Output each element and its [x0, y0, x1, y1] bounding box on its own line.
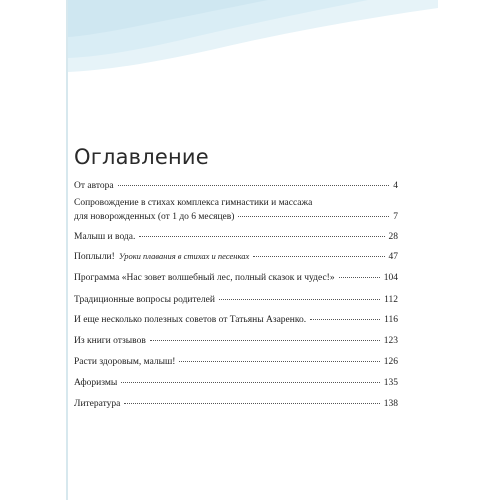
dot-leader	[124, 394, 379, 404]
toc-entry-title: Малыш и вода.	[74, 232, 136, 242]
toc-entry-page: 116	[384, 315, 398, 325]
toc-entry[interactable]	[74, 270, 398, 284]
toc-entry-title: Афоризмы	[74, 378, 118, 388]
toc-entry-page: 104	[383, 273, 398, 283]
toc-entry-page: 28	[388, 232, 398, 242]
toc-entry-page: 126	[383, 357, 398, 367]
decorative-wave	[68, 0, 438, 75]
toc-entry-title: Литература	[74, 399, 121, 409]
toc-entry-page: 138	[383, 399, 398, 409]
dot-leader	[139, 227, 384, 237]
toc-entry[interactable]	[74, 229, 398, 243]
toc-entry-title-line1: Сопровождение в стихах комплекса гимнастики и массажа	[74, 198, 313, 208]
toc-entry[interactable]	[74, 292, 398, 306]
toc-entry-page: 135	[383, 378, 398, 388]
toc-entry[interactable]	[74, 375, 398, 389]
toc-entry-page: 123	[383, 336, 398, 346]
toc-entry-title: для новорожденных (от 1 до 6 месяцев)	[74, 212, 235, 222]
toc-entry[interactable]	[74, 249, 398, 263]
toc-entry-title: Расти здоровым, малыш!	[74, 357, 176, 367]
toc-entry-title: Программа «Нас зовет волшебный лес, полный сказок и чудес!»	[74, 273, 335, 283]
toc-entry-title: Из книги отзывов	[74, 336, 146, 346]
toc-entry[interactable]	[74, 396, 398, 410]
toc-entry-title: От автора	[74, 181, 114, 191]
dot-leader	[118, 176, 390, 186]
toc-entry[interactable]	[74, 333, 398, 347]
dot-leader	[238, 207, 389, 217]
toc-entry-subtitle: Уроки плавания в стихах и песенках	[118, 251, 250, 261]
toc-entry[interactable]	[74, 354, 398, 368]
toc-entry-page: 112	[384, 295, 398, 305]
toc-entry[interactable]	[74, 312, 398, 326]
dot-leader	[150, 331, 380, 341]
dot-leader	[339, 268, 380, 278]
dot-leader	[219, 290, 380, 300]
toc-entry-title: Традиционные вопросы родителей	[74, 295, 215, 305]
dot-leader	[179, 352, 379, 362]
toc-entry[interactable]	[74, 178, 398, 192]
dot-leader	[121, 373, 379, 383]
toc-entry-title: Поплыли!	[74, 252, 115, 262]
toc-entry-page: 4	[393, 181, 398, 191]
page-edge	[66, 0, 68, 500]
dot-leader	[253, 247, 384, 257]
dot-leader	[310, 310, 380, 320]
toc-entry-page: 7	[393, 212, 398, 222]
toc-title: Оглавление	[74, 145, 209, 169]
toc-entry-page: 47	[388, 252, 398, 262]
toc-entry-title: И еще несколько полезных советов от Татьяны Азаренко.	[74, 315, 307, 325]
toc-entry[interactable]	[74, 197, 398, 223]
